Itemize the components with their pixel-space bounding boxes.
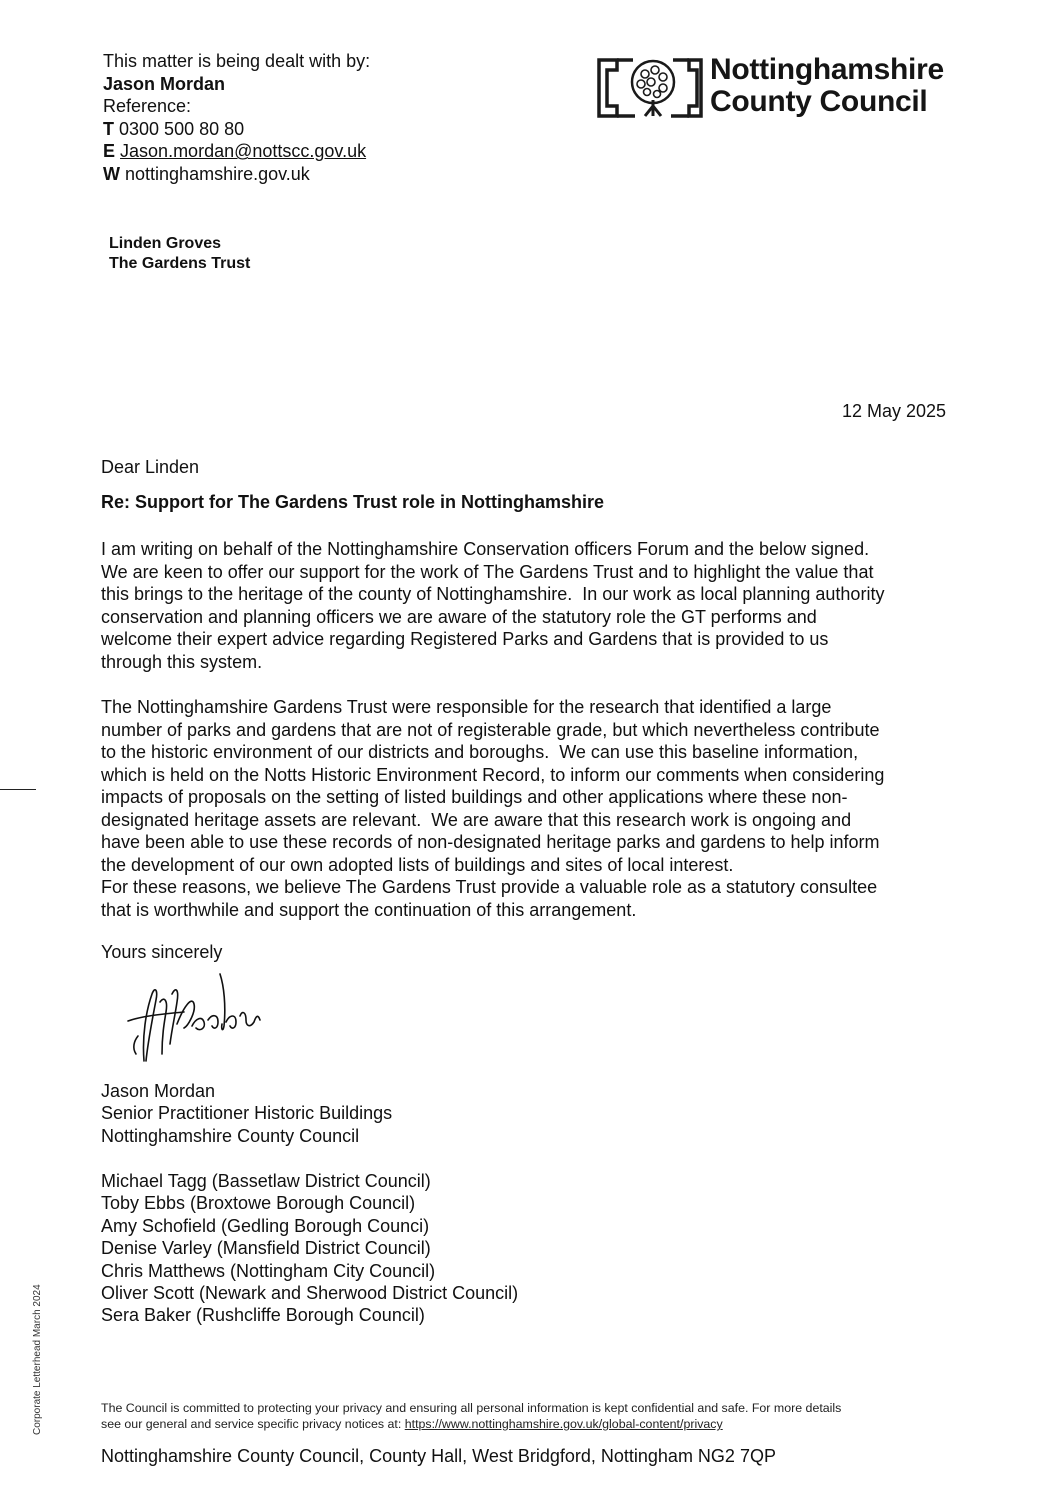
body-paragraph-1 (101, 538, 981, 673)
signatory-name: Jason Mordan (101, 1081, 216, 1101)
email-link[interactable]: Jason.mordan@nottscc.gov.uk (120, 141, 367, 162)
contact-email (103, 140, 370, 163)
paragraph-line: number of parks and gardens that are not of registerable grade, but which nevertheless contribute (101, 719, 880, 740)
contact-block (103, 50, 370, 186)
signatory-organisation: Nottinghamshire County Council (101, 1125, 360, 1146)
paragraph-line: I am writing on behalf of the Nottinghamshire Conservation officers Forum and the below signed. (101, 539, 870, 559)
contact-intro: This matter is being dealt with by: (103, 51, 371, 71)
paragraph-line: that is worthwhile and support the continuation of this arrangement. (101, 899, 637, 920)
recipient-name: Linden Groves (109, 235, 222, 252)
signatory-title: Senior Practitioner Historic Buildings (101, 1103, 393, 1124)
paragraph-line: conservation and planning officers we are aware of the statutory role the GT performs and (101, 606, 817, 627)
paragraph-line: impacts of proposals on the setting of listed buildings and other applications where these non- (101, 787, 848, 807)
paragraph-line: this brings to the heritage of the county of Nottinghamshire. In our work as local planning authority (101, 584, 885, 604)
list-item: Toby Ebbs (Broxtowe Borough Council) (101, 1193, 416, 1214)
web-label: W (103, 163, 120, 184)
recipient-block (109, 234, 250, 274)
paragraph-line: For these reasons, we believe The Gardens Trust provide a valuable role as a statutory consultee (101, 877, 878, 897)
letterhead-version-note: Corporate Letterhead March 2024 (32, 1284, 43, 1435)
paragraph-line: We are keen to offer our support for the work of The Gardens Trust and to highlight the value that (101, 561, 874, 582)
salutation: Dear Linden (101, 457, 200, 477)
paragraph-line: welcome their expert advice regarding Registered Parks and Gardens that is provided to us (101, 629, 829, 649)
council-wordmark (710, 54, 944, 118)
privacy-link[interactable]: https://www.nottinghamshire.gov.uk/global-content/privacy (404, 1417, 723, 1431)
wordmark-line2: County Council (710, 85, 928, 118)
body-paragraph-2 (101, 696, 981, 921)
list-item: Oliver Scott (Newark and Sherwood District Council) (101, 1282, 519, 1303)
list-item: Sera Baker (Rushcliffe Borough Council) (101, 1305, 425, 1326)
tree-emblem-icon (599, 60, 701, 116)
contact-officer: Jason Mordan (103, 73, 226, 94)
list-item: Michael Tagg (Bassetlaw District Council) (101, 1171, 431, 1191)
subject-line: Re: Support for The Gardens Trust role in Nottinghamshire (101, 492, 605, 512)
email-label: E (103, 141, 116, 162)
privacy-line-2-text: see our general and service specific privacy notices at: (101, 1417, 405, 1431)
list-item: Denise Varley (Mansfield District Council) (101, 1238, 431, 1259)
recipient-organisation: The Gardens Trust (109, 255, 251, 272)
paragraph-line: The Nottinghamshire Gardens Trust were responsible for the research that identified a large (101, 697, 832, 717)
list-item: Amy Schofield (Gedling Borough Counci) (101, 1215, 430, 1236)
cosignatory-list (101, 1170, 518, 1327)
contact-telephone (103, 118, 370, 141)
privacy-line-1: The Council is committed to protecting your privacy and ensuring all personal information is kept confidential and safe. For more details (101, 1401, 842, 1415)
paragraph-line: have been able to use these records of non-designated heritage parks and gardens to help inform (101, 832, 880, 852)
privacy-notice (101, 1400, 841, 1432)
paragraph-line: the development of our own adopted lists of buildings and sites of local interest. (101, 854, 734, 875)
wordmark-line1: Nottinghamshire (710, 53, 944, 86)
council-address: Nottinghamshire County Council, County Hall, West Bridgford, Nottingham NG2 7QP (101, 1446, 776, 1466)
letter-date: 12 May 2025 (842, 401, 947, 421)
handwritten-signature (122, 966, 272, 1076)
privacy-line-2 (101, 1416, 841, 1432)
list-item: Chris Matthews (Nottingham City Council) (101, 1260, 436, 1281)
tel-label: T (103, 118, 114, 139)
paragraph-line: designated heritage assets are relevant. We are aware that this research work is ongoing and (101, 809, 852, 830)
paragraph-line: which is held on the Notts Historic Environment Record, to inform our comments when considering (101, 764, 885, 785)
closing: Yours sincerely (101, 942, 223, 962)
contact-reference: Reference: (103, 96, 192, 117)
web-value: nottinghamshire.gov.uk (125, 163, 310, 184)
tel-value: 0300 500 80 80 (119, 118, 245, 139)
paragraph-line: to the historic environment of our districts and boroughs. We can use this baseline information, (101, 742, 859, 762)
paragraph-line: through this system. (101, 651, 263, 672)
signatory-block (101, 1080, 392, 1147)
fold-mark (0, 789, 36, 790)
contact-web (103, 163, 370, 186)
